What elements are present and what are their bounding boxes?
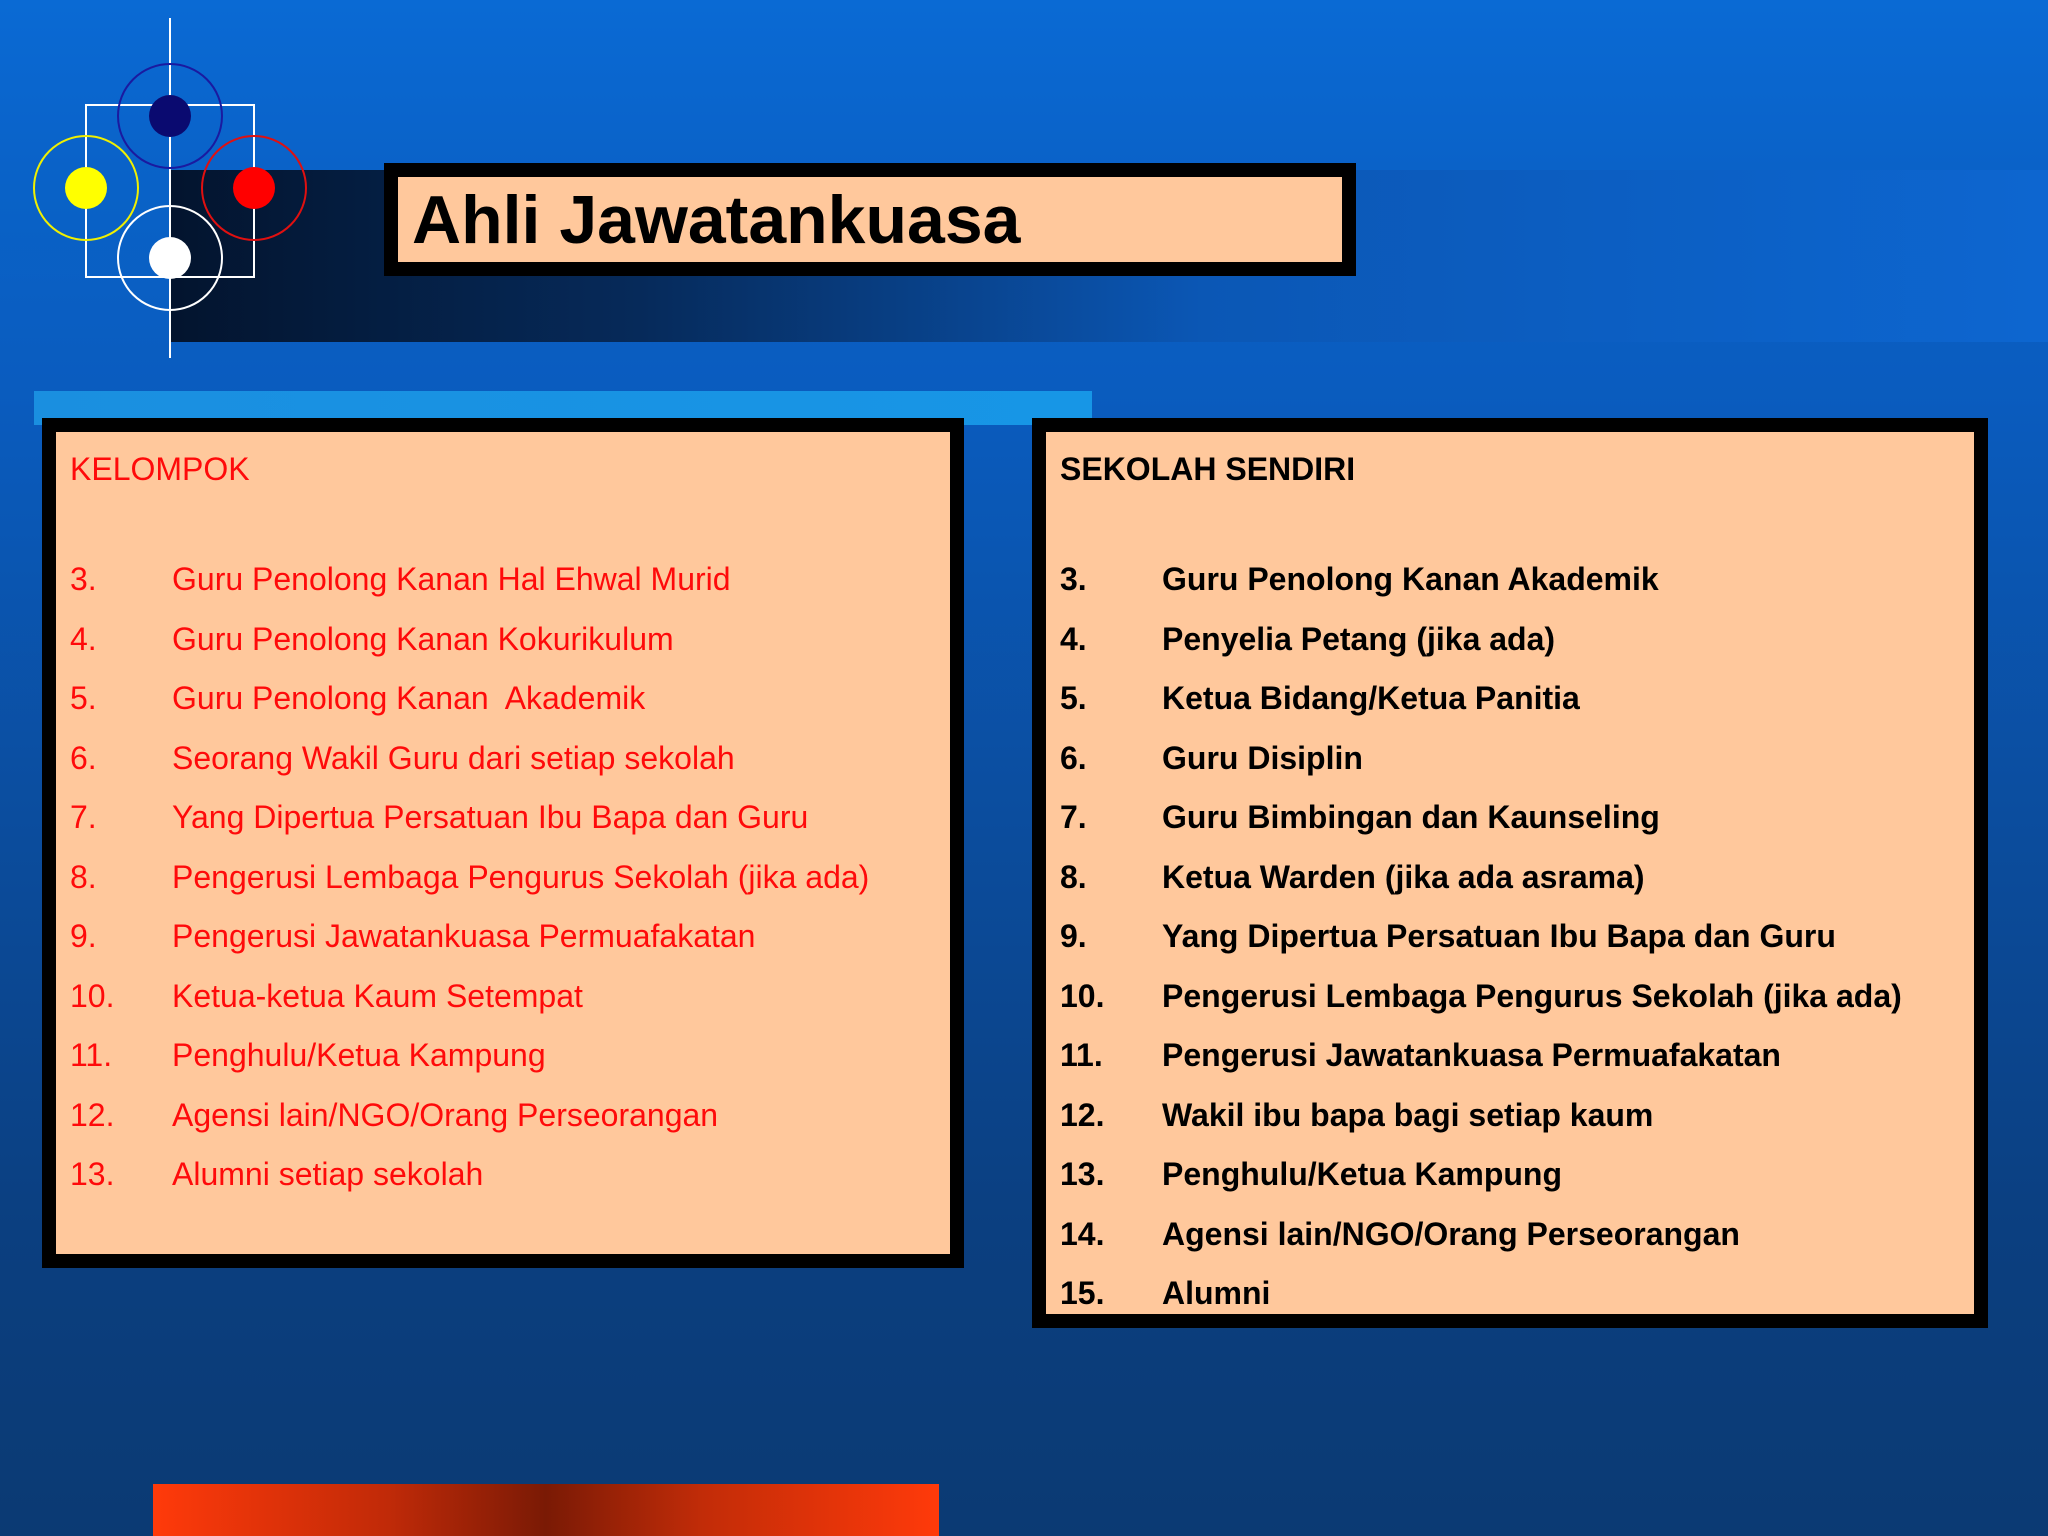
item-text: Pengerusi Jawatankuasa Permuafakatan [172, 918, 756, 954]
item-number: 11. [70, 1037, 113, 1073]
item-text: Ketua-ketua Kaum Setempat [172, 977, 583, 1014]
item-text: Yang Dipertua Persatuan Ibu Bapa dan Guru [1162, 918, 1836, 954]
item-number: 8. [1060, 858, 1087, 895]
item-number: 9. [70, 918, 97, 954]
list-item [1060, 848, 1974, 908]
item-text: Seorang Wakil Guru dari setiap sekolah [172, 739, 735, 776]
red-accent-strip [153, 1484, 939, 1536]
title-inner [398, 177, 1342, 262]
item-number: 7. [70, 799, 97, 835]
item-text: Guru Disiplin [1162, 739, 1363, 776]
item-text: Guru Penolong Kanan Akademik [1162, 561, 1659, 597]
sekolah-sendiri-heading: SEKOLAH SENDIRI [1060, 451, 1356, 487]
list-item [70, 1145, 950, 1205]
item-number: 9. [1060, 918, 1087, 954]
item-number: 4. [1060, 620, 1087, 657]
kelompok-card [42, 418, 964, 1268]
list-item [70, 967, 950, 1027]
list-item [1060, 1026, 1974, 1086]
item-text: Alumni setiap sekolah [172, 1156, 484, 1192]
item-text: Pengerusi Jawatankuasa Permuafakatan [1162, 1037, 1781, 1073]
list-item [70, 907, 950, 967]
list-item [1060, 1086, 1974, 1146]
item-number: 14. [1060, 1215, 1105, 1252]
item-number: 4. [70, 620, 97, 657]
item-text: Yang Dipertua Persatuan Ibu Bapa dan Guru [172, 799, 809, 835]
list-item [1060, 788, 1974, 848]
list-item [70, 1086, 950, 1146]
item-number: 13. [70, 1156, 115, 1192]
item-text: Penghulu/Ketua Kampung [172, 1037, 546, 1073]
item-text: Penghulu/Ketua Kampung [1162, 1156, 1562, 1192]
item-number: 11. [1060, 1037, 1103, 1073]
item-text: Guru Penolong Kanan Akademik [172, 680, 646, 716]
item-number: 6. [1060, 739, 1087, 776]
kelompok-list [70, 550, 950, 1205]
sekolah-sendiri-card-body [1046, 432, 1974, 1314]
item-text: Guru Penolong Kanan Hal Ehwal Murid [172, 561, 731, 597]
item-text: Guru Penolong Kanan Kokurikulum [172, 620, 674, 657]
list-item [70, 729, 950, 789]
sekolah-sendiri-list [1060, 550, 1974, 1324]
item-text: Ketua Bidang/Ketua Panitia [1162, 680, 1580, 716]
list-item [1060, 967, 1974, 1027]
item-text: Pengerusi Lembaga Pengurus Sekolah (jika ada) [172, 858, 870, 895]
item-text: Alumni [1162, 1275, 1271, 1311]
list-item [1060, 1145, 1974, 1205]
item-number: 12. [1060, 1096, 1105, 1133]
list-item [1060, 669, 1974, 729]
item-number: 10. [1060, 977, 1105, 1014]
list-item [1060, 1264, 1974, 1324]
item-number: 13. [1060, 1156, 1105, 1192]
list-item [1060, 550, 1974, 610]
title-box [384, 163, 1356, 276]
item-text: Wakil ibu bapa bagi setiap kaum [1162, 1096, 1654, 1133]
item-text: Ketua Warden (jika ada asrama) [1162, 858, 1645, 895]
item-number: 7. [1060, 799, 1087, 835]
item-text: Guru Bimbingan dan Kaunseling [1162, 799, 1660, 835]
item-number: 3. [70, 561, 97, 597]
item-number: 5. [70, 680, 97, 716]
list-item [1060, 1205, 1974, 1265]
item-text: Penyelia Petang (jika ada) [1162, 620, 1556, 657]
circles-logo-icon [0, 0, 320, 370]
list-item [70, 1026, 950, 1086]
item-number: 8. [70, 858, 97, 895]
list-item [70, 610, 950, 670]
item-text: Pengerusi Lembaga Pengurus Sekolah (jika ada) [1162, 977, 1902, 1014]
item-number: 15. [1060, 1275, 1105, 1311]
list-item [70, 788, 950, 848]
list-item [1060, 610, 1974, 670]
item-number: 10. [70, 977, 115, 1014]
list-item [1060, 729, 1974, 789]
item-text: Agensi lain/NGO/Orang Perseorangan [1162, 1215, 1740, 1252]
item-number: 6. [70, 739, 97, 776]
kelompok-card-body [56, 432, 950, 1254]
item-number: 12. [70, 1096, 115, 1133]
list-item [70, 848, 950, 908]
item-number: 5. [1060, 680, 1087, 716]
slide-title: Ahli Jawatankuasa [412, 181, 1021, 258]
item-number: 3. [1060, 561, 1087, 597]
item-text: Agensi lain/NGO/Orang Perseorangan [172, 1096, 719, 1133]
sekolah-sendiri-card [1032, 418, 1988, 1328]
list-item [70, 669, 950, 729]
list-item [70, 550, 950, 610]
kelompok-heading: KELOMPOK [70, 451, 250, 487]
list-item [1060, 907, 1974, 967]
